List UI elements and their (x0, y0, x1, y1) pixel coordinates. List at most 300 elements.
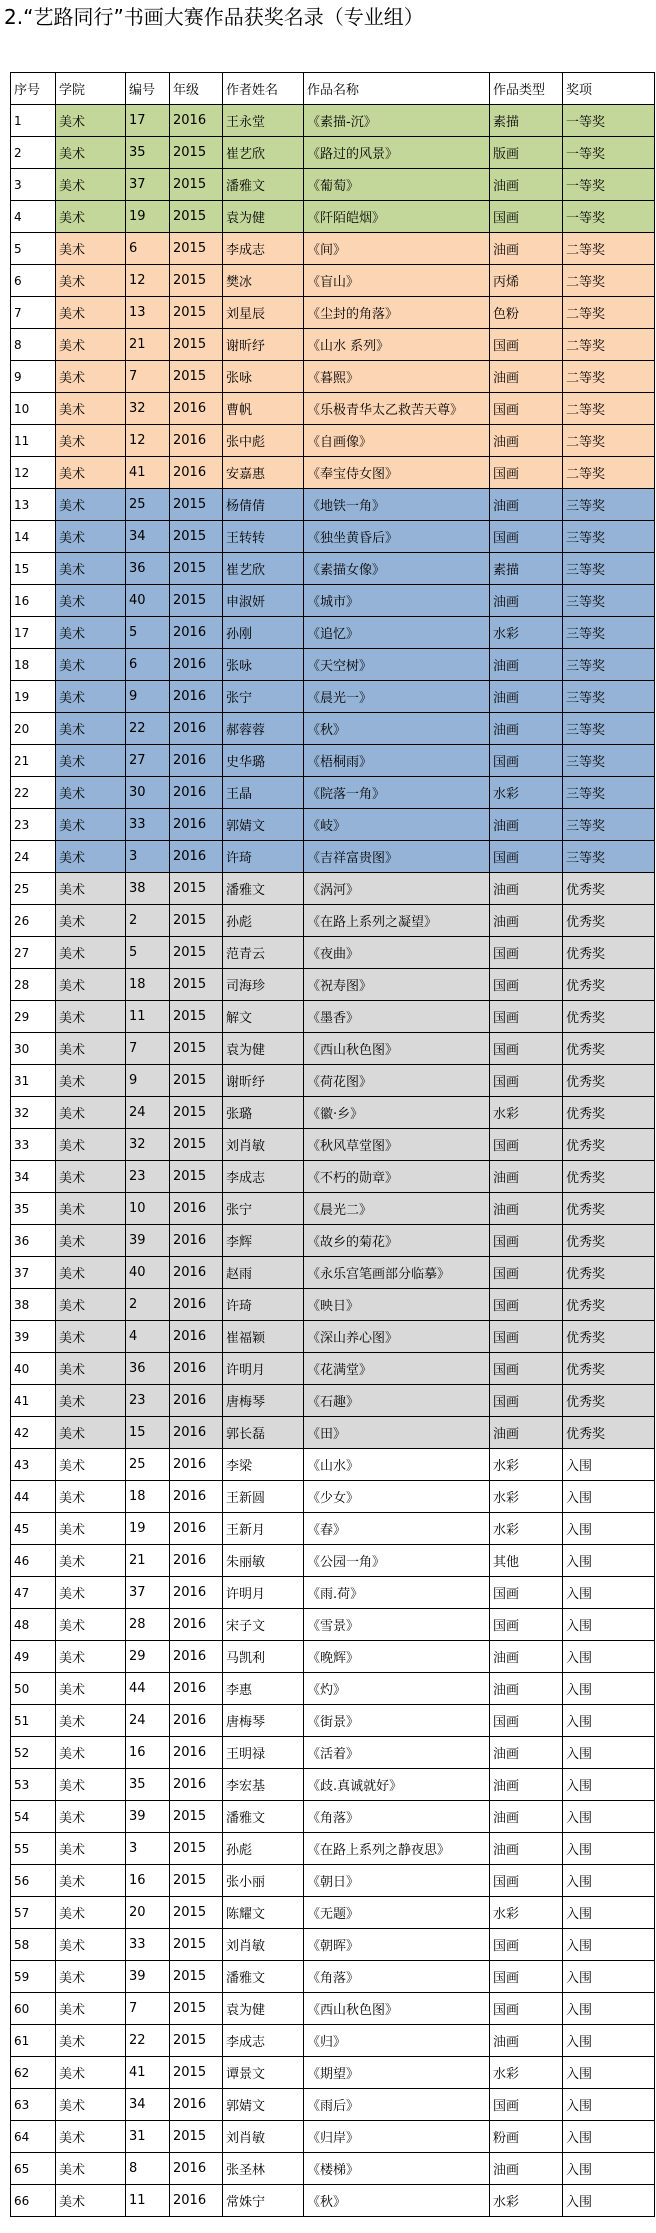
grade-cell: 2015 (170, 873, 223, 905)
author-cell: 李成志 (223, 2025, 304, 2057)
work-type-cell: 油画 (490, 169, 563, 201)
award-cell: 入围 (563, 2121, 655, 2153)
table-row (11, 2185, 655, 2217)
work-title-cell: 《活着》 (304, 1737, 490, 1769)
grade-cell: 2016 (170, 1609, 223, 1641)
work-type-cell: 国画 (490, 1705, 563, 1737)
work-type-cell: 油画 (490, 873, 563, 905)
grade-cell: 2016 (170, 1289, 223, 1321)
work-title-cell: 《追忆》 (304, 617, 490, 649)
award-cell: 优秀奖 (563, 1417, 655, 1449)
table-row (11, 1833, 655, 1865)
table-row (11, 1065, 655, 1097)
author-cell: 许明月 (223, 1353, 304, 1385)
index-cell: 45 (11, 1513, 56, 1545)
work-title-cell: 《在路上系列之凝望》 (304, 905, 490, 937)
table-row (11, 873, 655, 905)
work-type-cell: 油画 (490, 489, 563, 521)
number-cell: 37 (126, 169, 170, 201)
author-cell: 王新月 (223, 1513, 304, 1545)
author-cell: 王晶 (223, 777, 304, 809)
grade-cell: 2016 (170, 681, 223, 713)
work-title-cell: 《映日》 (304, 1289, 490, 1321)
table-row (11, 2121, 655, 2153)
work-title-cell: 《城市》 (304, 585, 490, 617)
index-cell: 12 (11, 457, 56, 489)
work-title-cell: 《祝寿图》 (304, 969, 490, 1001)
grade-cell: 2015 (170, 1833, 223, 1865)
work-title-cell: 《角落》 (304, 1961, 490, 1993)
award-cell: 入围 (563, 2057, 655, 2089)
award-cell: 优秀奖 (563, 1257, 655, 1289)
author-cell: 张璐 (223, 1097, 304, 1129)
grade-cell: 2016 (170, 2185, 223, 2217)
table-row (11, 1385, 655, 1417)
number-cell: 28 (126, 1609, 170, 1641)
author-cell: 刘星辰 (223, 297, 304, 329)
author-cell: 李成志 (223, 1161, 304, 1193)
number-cell: 35 (126, 137, 170, 169)
author-cell: 谢昕纾 (223, 329, 304, 361)
table-row (11, 265, 655, 297)
work-type-cell: 油画 (490, 649, 563, 681)
award-cell: 入围 (563, 1609, 655, 1641)
number-cell: 40 (126, 585, 170, 617)
work-type-cell: 丙烯 (490, 265, 563, 297)
table-row (11, 393, 655, 425)
index-cell: 35 (11, 1193, 56, 1225)
work-type-cell: 油画 (490, 809, 563, 841)
author-cell: 张宁 (223, 681, 304, 713)
work-type-cell: 粉画 (490, 2121, 563, 2153)
work-title-cell: 《西山秋色图》 (304, 1033, 490, 1065)
college-cell: 美术 (56, 521, 126, 553)
table-row (11, 681, 655, 713)
number-cell: 32 (126, 393, 170, 425)
index-cell: 61 (11, 2025, 56, 2057)
number-cell: 41 (126, 2057, 170, 2089)
author-cell: 许明月 (223, 1577, 304, 1609)
award-cell: 入围 (563, 1641, 655, 1673)
table-row (11, 1033, 655, 1065)
grade-cell: 2015 (170, 521, 223, 553)
table-row (11, 1545, 655, 1577)
index-cell: 5 (11, 233, 56, 265)
college-cell: 美术 (56, 1705, 126, 1737)
grade-cell: 2016 (170, 1705, 223, 1737)
awards-table (10, 72, 655, 2217)
table-row (11, 489, 655, 521)
work-title-cell: 《自画像》 (304, 425, 490, 457)
author-cell: 崔艺欣 (223, 553, 304, 585)
index-cell: 40 (11, 1353, 56, 1385)
work-title-cell: 《朝晖》 (304, 1929, 490, 1961)
number-cell: 24 (126, 1097, 170, 1129)
number-cell: 25 (126, 1449, 170, 1481)
work-title-cell: 《花满堂》 (304, 1353, 490, 1385)
college-cell: 美术 (56, 2121, 126, 2153)
table-row (11, 1641, 655, 1673)
number-cell: 25 (126, 489, 170, 521)
number-cell: 20 (126, 1897, 170, 1929)
table-row (11, 1609, 655, 1641)
number-cell: 22 (126, 713, 170, 745)
work-title-cell: 《歧.真诚就好》 (304, 1769, 490, 1801)
grade-cell: 2016 (170, 1257, 223, 1289)
college-cell: 美术 (56, 105, 126, 137)
work-type-cell: 国画 (490, 1993, 563, 2025)
index-cell: 14 (11, 521, 56, 553)
college-cell: 美术 (56, 1193, 126, 1225)
table-row (11, 617, 655, 649)
table-row (11, 105, 655, 137)
work-title-cell: 《晨光二》 (304, 1193, 490, 1225)
author-cell: 王新圆 (223, 1481, 304, 1513)
work-title-cell: 《西山秋色图》 (304, 1993, 490, 2025)
college-cell: 美术 (56, 1385, 126, 1417)
author-cell: 朱丽敏 (223, 1545, 304, 1577)
work-title-cell: 《奉宝侍女图》 (304, 457, 490, 489)
author-cell: 孙彪 (223, 1833, 304, 1865)
award-cell: 三等奖 (563, 617, 655, 649)
index-cell: 25 (11, 873, 56, 905)
grade-cell: 2016 (170, 1769, 223, 1801)
work-type-cell: 素描 (490, 553, 563, 585)
work-title-cell: 《荷花图》 (304, 1065, 490, 1097)
grade-cell: 2015 (170, 1129, 223, 1161)
table-row (11, 361, 655, 393)
award-cell: 三等奖 (563, 681, 655, 713)
table-header-row (11, 73, 655, 105)
number-cell: 15 (126, 1417, 170, 1449)
work-type-cell: 油画 (490, 1641, 563, 1673)
index-cell: 48 (11, 1609, 56, 1641)
index-cell: 11 (11, 425, 56, 457)
grade-cell: 2016 (170, 1641, 223, 1673)
college-cell: 美术 (56, 2025, 126, 2057)
grade-cell: 2015 (170, 329, 223, 361)
index-cell: 66 (11, 2185, 56, 2217)
work-type-cell: 国画 (490, 521, 563, 553)
number-cell: 18 (126, 969, 170, 1001)
college-cell: 美术 (56, 777, 126, 809)
table-row (11, 2057, 655, 2089)
award-cell: 三等奖 (563, 553, 655, 585)
table-row (11, 457, 655, 489)
index-cell: 59 (11, 1961, 56, 1993)
work-title-cell: 《盲山》 (304, 265, 490, 297)
college-cell: 美术 (56, 2153, 126, 2185)
college-cell: 美术 (56, 1737, 126, 1769)
grade-cell: 2016 (170, 713, 223, 745)
table-row (11, 1513, 655, 1545)
work-type-cell: 国画 (490, 1865, 563, 1897)
college-cell: 美术 (56, 905, 126, 937)
college-cell: 美术 (56, 1865, 126, 1897)
number-cell: 35 (126, 1769, 170, 1801)
index-cell: 2 (11, 137, 56, 169)
work-title-cell: 《葡萄》 (304, 169, 490, 201)
author-cell: 张中彪 (223, 425, 304, 457)
award-cell: 二等奖 (563, 297, 655, 329)
number-cell: 37 (126, 1577, 170, 1609)
work-title-cell: 《期望》 (304, 2057, 490, 2089)
work-title-cell: 《秋风草堂图》 (304, 1129, 490, 1161)
table-row (11, 585, 655, 617)
award-cell: 优秀奖 (563, 937, 655, 969)
grade-cell: 2016 (170, 1385, 223, 1417)
college-cell: 美术 (56, 745, 126, 777)
number-cell: 44 (126, 1673, 170, 1705)
award-cell: 入围 (563, 1705, 655, 1737)
work-type-cell: 国画 (490, 745, 563, 777)
table-row (11, 1993, 655, 2025)
table-row (11, 1801, 655, 1833)
work-type-cell: 油画 (490, 1417, 563, 1449)
table-row (11, 1577, 655, 1609)
work-type-cell: 水彩 (490, 1481, 563, 1513)
grade-cell: 2016 (170, 1321, 223, 1353)
grade-cell: 2015 (170, 553, 223, 585)
number-cell: 33 (126, 1929, 170, 1961)
college-cell: 美术 (56, 1961, 126, 1993)
index-cell: 53 (11, 1769, 56, 1801)
author-cell: 王转转 (223, 521, 304, 553)
work-title-cell: 《街景》 (304, 1705, 490, 1737)
number-cell: 19 (126, 201, 170, 233)
grade-cell: 2015 (170, 1065, 223, 1097)
author-cell: 李梁 (223, 1449, 304, 1481)
award-cell: 入围 (563, 1833, 655, 1865)
author-cell: 郭婧文 (223, 2089, 304, 2121)
college-cell: 美术 (56, 1161, 126, 1193)
award-cell: 二等奖 (563, 265, 655, 297)
award-cell: 入围 (563, 1481, 655, 1513)
work-title-cell: 《墨香》 (304, 1001, 490, 1033)
work-title-cell: 《院落一角》 (304, 777, 490, 809)
grade-cell: 2016 (170, 457, 223, 489)
index-cell: 57 (11, 1897, 56, 1929)
work-title-cell: 《晨光一》 (304, 681, 490, 713)
college-cell: 美术 (56, 1833, 126, 1865)
work-type-cell: 国画 (490, 1257, 563, 1289)
grade-cell: 2016 (170, 2153, 223, 2185)
table-row (11, 713, 655, 745)
index-cell: 26 (11, 905, 56, 937)
grade-cell: 2015 (170, 1961, 223, 1993)
grade-cell: 2015 (170, 2025, 223, 2057)
work-type-cell: 油画 (490, 1737, 563, 1769)
grade-cell: 2016 (170, 1673, 223, 1705)
college-cell: 美术 (56, 1929, 126, 1961)
number-cell: 12 (126, 425, 170, 457)
table-row (11, 1865, 655, 1897)
table-row (11, 1929, 655, 1961)
award-cell: 入围 (563, 1449, 655, 1481)
grade-cell: 2015 (170, 2121, 223, 2153)
award-cell: 优秀奖 (563, 1129, 655, 1161)
grade-cell: 2016 (170, 1481, 223, 1513)
index-cell: 32 (11, 1097, 56, 1129)
work-type-cell: 国画 (490, 201, 563, 233)
award-cell: 三等奖 (563, 841, 655, 873)
work-title-cell: 《晚辉》 (304, 1641, 490, 1673)
college-cell: 美术 (56, 457, 126, 489)
college-cell: 美术 (56, 265, 126, 297)
college-cell: 美术 (56, 1449, 126, 1481)
header-cell-college: 学院 (56, 73, 126, 105)
award-cell: 一等奖 (563, 169, 655, 201)
college-cell: 美术 (56, 937, 126, 969)
number-cell: 13 (126, 297, 170, 329)
table-row (11, 1897, 655, 1929)
work-title-cell: 《雨.荷》 (304, 1577, 490, 1609)
index-cell: 62 (11, 2057, 56, 2089)
work-title-cell: 《路过的风景》 (304, 137, 490, 169)
number-cell: 16 (126, 1737, 170, 1769)
work-type-cell: 水彩 (490, 1449, 563, 1481)
work-type-cell: 国画 (490, 1321, 563, 1353)
work-title-cell: 《天空树》 (304, 649, 490, 681)
grade-cell: 2015 (170, 137, 223, 169)
work-type-cell: 国画 (490, 1033, 563, 1065)
work-title-cell: 《地铁一角》 (304, 489, 490, 521)
table-row (11, 1737, 655, 1769)
college-cell: 美术 (56, 1289, 126, 1321)
work-title-cell: 《山水》 (304, 1449, 490, 1481)
number-cell: 7 (126, 1993, 170, 2025)
table-row (11, 1673, 655, 1705)
number-cell: 8 (126, 2153, 170, 2185)
award-cell: 三等奖 (563, 713, 655, 745)
author-cell: 李辉 (223, 1225, 304, 1257)
grade-cell: 2015 (170, 1001, 223, 1033)
number-cell: 6 (126, 649, 170, 681)
index-cell: 33 (11, 1129, 56, 1161)
number-cell: 41 (126, 457, 170, 489)
author-cell: 樊冰 (223, 265, 304, 297)
work-type-cell: 油画 (490, 713, 563, 745)
college-cell: 美术 (56, 1001, 126, 1033)
number-cell: 39 (126, 1225, 170, 1257)
index-cell: 52 (11, 1737, 56, 1769)
college-cell: 美术 (56, 1225, 126, 1257)
table-row (11, 2153, 655, 2185)
index-cell: 37 (11, 1257, 56, 1289)
award-cell: 优秀奖 (563, 1289, 655, 1321)
grade-cell: 2015 (170, 1993, 223, 2025)
work-type-cell: 水彩 (490, 2185, 563, 2217)
award-cell: 入围 (563, 1673, 655, 1705)
work-title-cell: 《在路上系列之静夜思》 (304, 1833, 490, 1865)
author-cell: 范青云 (223, 937, 304, 969)
author-cell: 司海珍 (223, 969, 304, 1001)
work-type-cell: 国画 (490, 2089, 563, 2121)
award-cell: 优秀奖 (563, 1193, 655, 1225)
table-row (11, 1097, 655, 1129)
author-cell: 崔福颖 (223, 1321, 304, 1353)
award-cell: 优秀奖 (563, 873, 655, 905)
work-type-cell: 油画 (490, 585, 563, 617)
college-cell: 美术 (56, 969, 126, 1001)
grade-cell: 2016 (170, 777, 223, 809)
grade-cell: 2015 (170, 489, 223, 521)
grade-cell: 2016 (170, 425, 223, 457)
author-cell: 解文 (223, 1001, 304, 1033)
number-cell: 2 (126, 1289, 170, 1321)
author-cell: 崔艺欣 (223, 137, 304, 169)
number-cell: 36 (126, 553, 170, 585)
number-cell: 38 (126, 873, 170, 905)
index-cell: 38 (11, 1289, 56, 1321)
award-cell: 入围 (563, 2185, 655, 2217)
author-cell: 陈耀文 (223, 1897, 304, 1929)
award-cell: 优秀奖 (563, 905, 655, 937)
author-cell: 孙刚 (223, 617, 304, 649)
number-cell: 9 (126, 1065, 170, 1097)
work-title-cell: 《公园一角》 (304, 1545, 490, 1577)
work-title-cell: 《山水 系列》 (304, 329, 490, 361)
table-row (11, 777, 655, 809)
award-cell: 优秀奖 (563, 1353, 655, 1385)
college-cell: 美术 (56, 1641, 126, 1673)
grade-cell: 2016 (170, 1353, 223, 1385)
index-cell: 51 (11, 1705, 56, 1737)
work-type-cell: 色粉 (490, 297, 563, 329)
work-title-cell: 《吉祥富贵图》 (304, 841, 490, 873)
author-cell: 潘雅文 (223, 1961, 304, 1993)
header-cell-number: 编号 (126, 73, 170, 105)
grade-cell: 2015 (170, 1097, 223, 1129)
grade-cell: 2015 (170, 361, 223, 393)
header-cell-work-title: 作品名称 (304, 73, 490, 105)
author-cell: 张咏 (223, 649, 304, 681)
author-cell: 孙彪 (223, 905, 304, 937)
work-title-cell: 《无题》 (304, 1897, 490, 1929)
work-type-cell: 水彩 (490, 777, 563, 809)
college-cell: 美术 (56, 1065, 126, 1097)
work-type-cell: 国画 (490, 1001, 563, 1033)
work-title-cell: 《雨后》 (304, 2089, 490, 2121)
work-title-cell: 《暮熙》 (304, 361, 490, 393)
index-cell: 9 (11, 361, 56, 393)
work-title-cell: 《归岸》 (304, 2121, 490, 2153)
work-title-cell: 《归》 (304, 2025, 490, 2057)
work-type-cell: 油画 (490, 1801, 563, 1833)
number-cell: 5 (126, 617, 170, 649)
index-cell: 17 (11, 617, 56, 649)
college-cell: 美术 (56, 201, 126, 233)
grade-cell: 2016 (170, 1513, 223, 1545)
work-type-cell: 国画 (490, 1129, 563, 1161)
number-cell: 32 (126, 1129, 170, 1161)
index-cell: 31 (11, 1065, 56, 1097)
award-cell: 入围 (563, 1993, 655, 2025)
table-row (11, 1481, 655, 1513)
number-cell: 22 (126, 2025, 170, 2057)
work-type-cell: 水彩 (490, 1513, 563, 1545)
table-row (11, 905, 655, 937)
award-cell: 入围 (563, 1897, 655, 1929)
author-cell: 袁为健 (223, 1033, 304, 1065)
college-cell: 美术 (56, 809, 126, 841)
index-cell: 46 (11, 1545, 56, 1577)
grade-cell: 2016 (170, 1577, 223, 1609)
work-title-cell: 《春》 (304, 1513, 490, 1545)
work-type-cell: 国画 (490, 841, 563, 873)
award-cell: 优秀奖 (563, 1065, 655, 1097)
grade-cell: 2015 (170, 1897, 223, 1929)
